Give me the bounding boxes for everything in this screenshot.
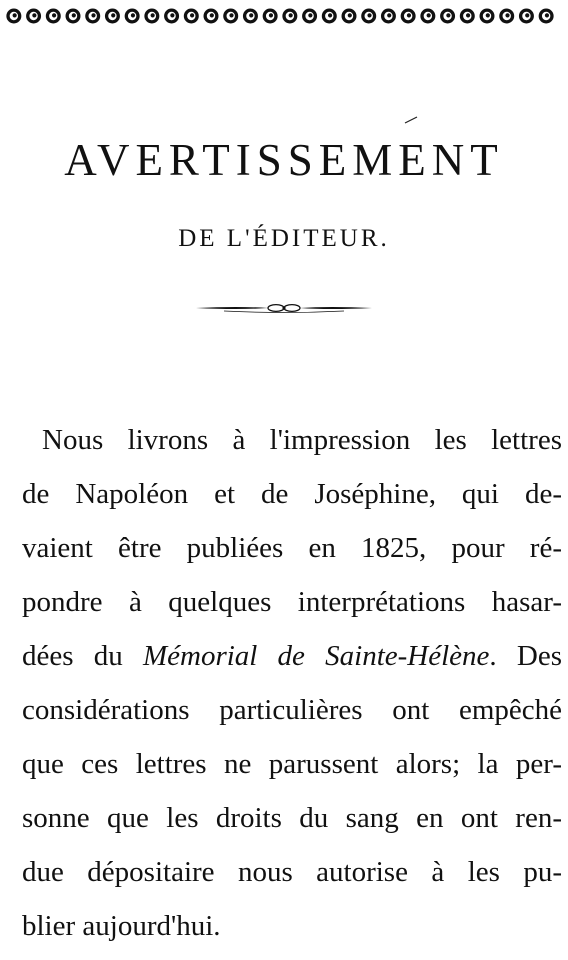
text-segment: . Des <box>489 640 562 672</box>
ornamental-border-icon <box>4 6 556 26</box>
ornamental-rule-icon <box>194 300 374 316</box>
text-line: Nous livrons à l'impression les lettres <box>42 424 562 456</box>
text-line <box>22 629 562 683</box>
accent-mark-icon <box>404 116 418 124</box>
text-line: de Napoléon et de Joséphine, qui de- <box>22 478 562 510</box>
text-line: considérations particulières ont empêché <box>22 694 562 726</box>
text-line: pondre à quelques interprétations hasar- <box>22 586 562 618</box>
text-line: sonne que les droits du sang en ont ren- <box>22 802 562 834</box>
text-line: blier aujourd'hui. <box>22 910 221 942</box>
text-segment: dées du <box>22 640 143 672</box>
page-title: AVERTISSEMENT <box>64 135 504 185</box>
page-subtitle: DE L'ÉDITEUR. <box>178 225 390 252</box>
book-title: Mémorial de Sainte-Hélène <box>142 640 490 672</box>
text-line: due dépositaire nous autorise à les pu- <box>22 856 562 888</box>
text-line: vaient être publiées en 1825, pour ré- <box>22 532 562 564</box>
text-line: que ces lettres ne parussent alors; la per- <box>22 748 562 780</box>
